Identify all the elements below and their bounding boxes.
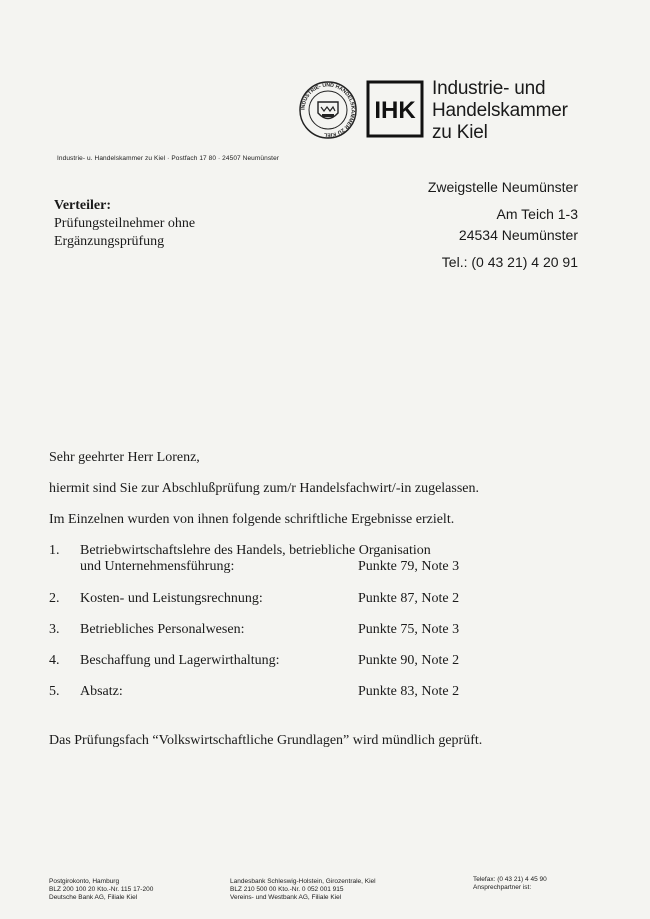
org-name-line-2: Handelskammer (432, 100, 568, 121)
result-number: 1. (49, 543, 60, 558)
chamber-seal-icon (298, 80, 358, 140)
branch-phone: Tel.: (0 43 21) 4 20 91 (441, 254, 578, 270)
salutation: Sehr geehrter Herr Lorenz, (49, 450, 200, 465)
distribution-line-2: Ergänzungsprüfung (54, 234, 165, 249)
result-subject: Kosten- und Leistungsrechnung: (80, 591, 263, 606)
org-name-line-3: zu Kiel (432, 122, 488, 143)
result-score: Punkte 87, Note 2 (358, 591, 460, 606)
result-number: 3. (49, 622, 60, 637)
footer-contact-column (473, 876, 547, 892)
footer-line: BLZ 200 100 20 Kto.-Nr. 115 17-200 (49, 886, 154, 893)
footer-line: Landesbank Schleswig-Holstein, Girozentrale, Kiel (230, 878, 376, 885)
footer-line: Deutsche Bank AG, Filiale Kiel (49, 894, 138, 901)
result-subject: Absatz: (80, 684, 123, 699)
branch-city: 24534 Neumünster (458, 227, 578, 243)
result-score: Punkte 90, Note 2 (358, 653, 460, 668)
distribution-line-1: Prüfungsteilnehmer ohne (54, 216, 196, 231)
footer-line: Vereins- und Westbank AG, Filiale Kiel (230, 894, 342, 901)
sender-return-address: Industrie- u. Handelskammer zu Kiel · Postfach 17 80 · 24507 Neumünster (57, 155, 280, 162)
result-score: Punkte 75, Note 3 (358, 622, 460, 637)
branch-street: Am Teich 1-3 (496, 206, 578, 222)
distribution-label: Verteiler: (54, 198, 111, 213)
result-subject-continued: und Unternehmensführung: (80, 559, 235, 574)
footer-line: BLZ 210 500 00 Kto.-Nr. 0 052 001 915 (230, 886, 344, 893)
footer-line: Postgirokonto, Hamburg (49, 878, 120, 885)
result-subject: Betriebwirtschaftslehre des Handels, betriebliche Organisation (80, 543, 431, 558)
ihk-logo-icon (366, 80, 424, 138)
footer-line: Ansprechpartner ist: (473, 884, 532, 891)
result-number: 4. (49, 653, 60, 668)
footer-line: Telefax: (0 43 21) 4 45 90 (473, 876, 547, 883)
result-score: Punkte 79, Note 3 (358, 559, 460, 574)
result-subject: Beschaffung und Lagerwirthaltung: (80, 653, 280, 668)
org-name-line-1: Industrie- und (432, 78, 546, 99)
branch-name: Zweigstelle Neumünster (427, 179, 578, 195)
oral-exam-note: Das Prüfungsfach “Volkswirtschaftliche Grundlagen” wird mündlich geprüft. (49, 733, 483, 748)
admission-paragraph: hiermit sind Sie zur Abschlußprüfung zum/r Handelsfachwirt/-in zugelassen. (49, 481, 480, 496)
result-subject: Betriebliches Personalwesen: (80, 622, 245, 637)
result-score: Punkte 83, Note 2 (358, 684, 460, 699)
result-number: 5. (49, 684, 60, 699)
result-number: 2. (49, 591, 60, 606)
footer-bank-column-2 (230, 878, 376, 902)
footer-bank-column-1 (49, 878, 153, 902)
ihk-logo-text: IHK (374, 97, 416, 124)
results-intro: Im Einzelnen wurden von ihnen folgende schriftliche Ergebnisse erzielt. (49, 512, 455, 527)
seal-text: INDUSTRIE- UND HANDELSKAMMER ZU KIEL (300, 82, 356, 138)
